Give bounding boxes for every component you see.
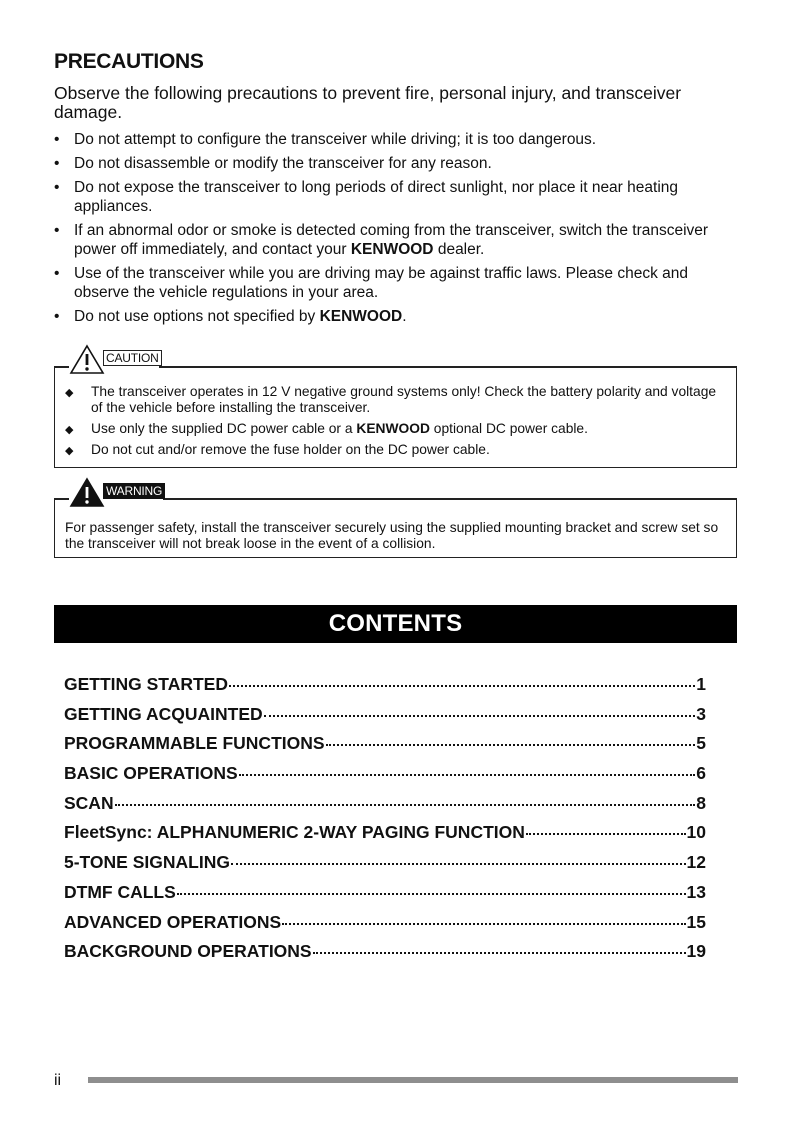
precaution-item: • If an abnormal odor or smoke is detected coming from the transceiver, switch the transceiver power off immediately, and contact your KENWOOD dealer. — [54, 222, 709, 258]
precautions-intro: Observe the following precautions to prevent fire, personal injury, and transceiver damage. — [54, 83, 682, 122]
caution-tab — [69, 344, 162, 374]
toc-entry-page: 5 — [696, 733, 706, 754]
page-number: ii — [54, 1072, 62, 1089]
bullet-icon: • — [54, 308, 60, 325]
toc-entry-page: 6 — [696, 763, 706, 784]
toc-entry-label: DTMF CALLS — [64, 881, 176, 902]
caution-box — [54, 351, 737, 468]
diamond-bullet-icon: ◆ — [65, 424, 74, 436]
precaution-item: • Do not expose the transceiver to long periods of direct sunlight, nor place it near heating appliances. — [54, 179, 679, 215]
warning-box — [54, 484, 737, 558]
toc-leader — [282, 923, 685, 925]
precautions-list — [54, 130, 744, 331]
diamond-bullet-icon: ◆ — [65, 445, 74, 457]
toc-entry[interactable] — [64, 733, 706, 763]
toc-entry[interactable] — [64, 882, 706, 912]
toc-leader — [177, 893, 686, 895]
toc-entry-page: 8 — [696, 792, 706, 813]
bullet-icon: • — [54, 179, 60, 196]
toc-entry-page: 15 — [686, 911, 706, 932]
toc-entry[interactable] — [64, 822, 706, 852]
toc-entry[interactable] — [64, 763, 706, 793]
toc-entry-page: 1 — [696, 674, 706, 694]
toc-entry-label: SCAN — [64, 792, 114, 813]
bullet-icon: • — [54, 265, 60, 282]
toc-entry-label: ADVANCED OPERATIONS — [64, 911, 282, 932]
toc-entry-page: 19 — [686, 941, 706, 962]
toc-leader — [115, 804, 696, 806]
toc-entry-page: 12 — [686, 852, 706, 873]
toc-leader — [264, 715, 696, 717]
diamond-bullet-icon: ◆ — [65, 387, 74, 399]
toc-entry-label: 5-TONE SIGNALING — [64, 852, 230, 873]
toc-entry[interactable] — [64, 674, 706, 704]
caution-triangle-icon — [69, 344, 105, 374]
bullet-icon: • — [54, 155, 60, 172]
toc-entry-page: 13 — [686, 881, 706, 902]
precaution-item: • Do not use options not specified by KENWOOD. — [54, 308, 407, 325]
toc-entry-page: 3 — [696, 703, 706, 724]
precaution-item: • Use of the transceiver while you are driving may be against traffic laws. Please check and observe the vehicle regulations in your area. — [54, 265, 688, 301]
brand-name: KENWOOD — [319, 308, 403, 325]
caution-item: ◆ Use only the supplied DC power cable or a KENWOOD optional DC power cable. — [65, 421, 588, 436]
toc-entry-label: FleetSync: ALPHANUMERIC 2-WAY PAGING FUNCTION — [64, 822, 525, 843]
warning-triangle-icon — [69, 477, 105, 507]
toc-leader — [326, 744, 696, 746]
precaution-item: • Do not attempt to configure the transceiver while driving; it is too dangerous. — [54, 131, 597, 148]
toc-entry-label: BASIC OPERATIONS — [64, 763, 238, 784]
table-of-contents — [64, 674, 706, 971]
contents-title: CONTENTS — [54, 605, 737, 643]
precaution-item: • Do not disassemble or modify the transceiver for any reason. — [54, 155, 492, 172]
toc-entry[interactable] — [64, 912, 706, 942]
caution-label: CAUTION — [103, 350, 162, 366]
toc-entry-label: GETTING STARTED — [64, 674, 228, 694]
caution-box-border — [55, 366, 69, 368]
toc-entry-label: GETTING ACQUAINTED — [64, 703, 263, 724]
warning-box-border — [163, 498, 736, 500]
warning-text: For passenger safety, install the transceiver securely using the supplied mounting bracket and screw set so the transceiver will not break loose in the event of a collision. — [65, 520, 719, 551]
warning-box-border — [55, 498, 69, 500]
toc-entry[interactable] — [64, 793, 706, 823]
toc-leader — [239, 774, 696, 776]
toc-entry-label: BACKGROUND OPERATIONS — [64, 941, 312, 962]
caution-item: ◆ The transceiver operates in 12 V negative ground systems only! Check the battery polarity and voltage of the vehicle before installing the transceiver. — [65, 384, 717, 415]
bullet-icon: • — [54, 222, 60, 239]
toc-entry[interactable] — [64, 704, 706, 734]
caution-item: ◆ Do not cut and/or remove the fuse holder on the DC power cable. — [65, 442, 490, 457]
toc-entry-label: PROGRAMMABLE FUNCTIONS — [64, 733, 325, 754]
caution-list — [55, 366, 736, 469]
toc-entry[interactable] — [64, 941, 706, 971]
toc-entry-page: 10 — [686, 822, 706, 843]
caution-box-border — [159, 366, 736, 368]
toc-leader — [229, 685, 695, 687]
warning-tab — [69, 477, 165, 507]
footer-rule — [88, 1077, 738, 1083]
brand-name: KENWOOD — [356, 421, 430, 436]
toc-leader — [231, 863, 686, 865]
precautions-title: PRECAUTIONS — [54, 50, 204, 73]
toc-entry[interactable] — [64, 852, 706, 882]
bullet-icon: • — [54, 131, 60, 148]
toc-leader — [526, 833, 686, 835]
warning-label: WARNING — [103, 483, 165, 499]
brand-name: KENWOOD — [350, 241, 434, 258]
toc-leader — [313, 952, 686, 954]
